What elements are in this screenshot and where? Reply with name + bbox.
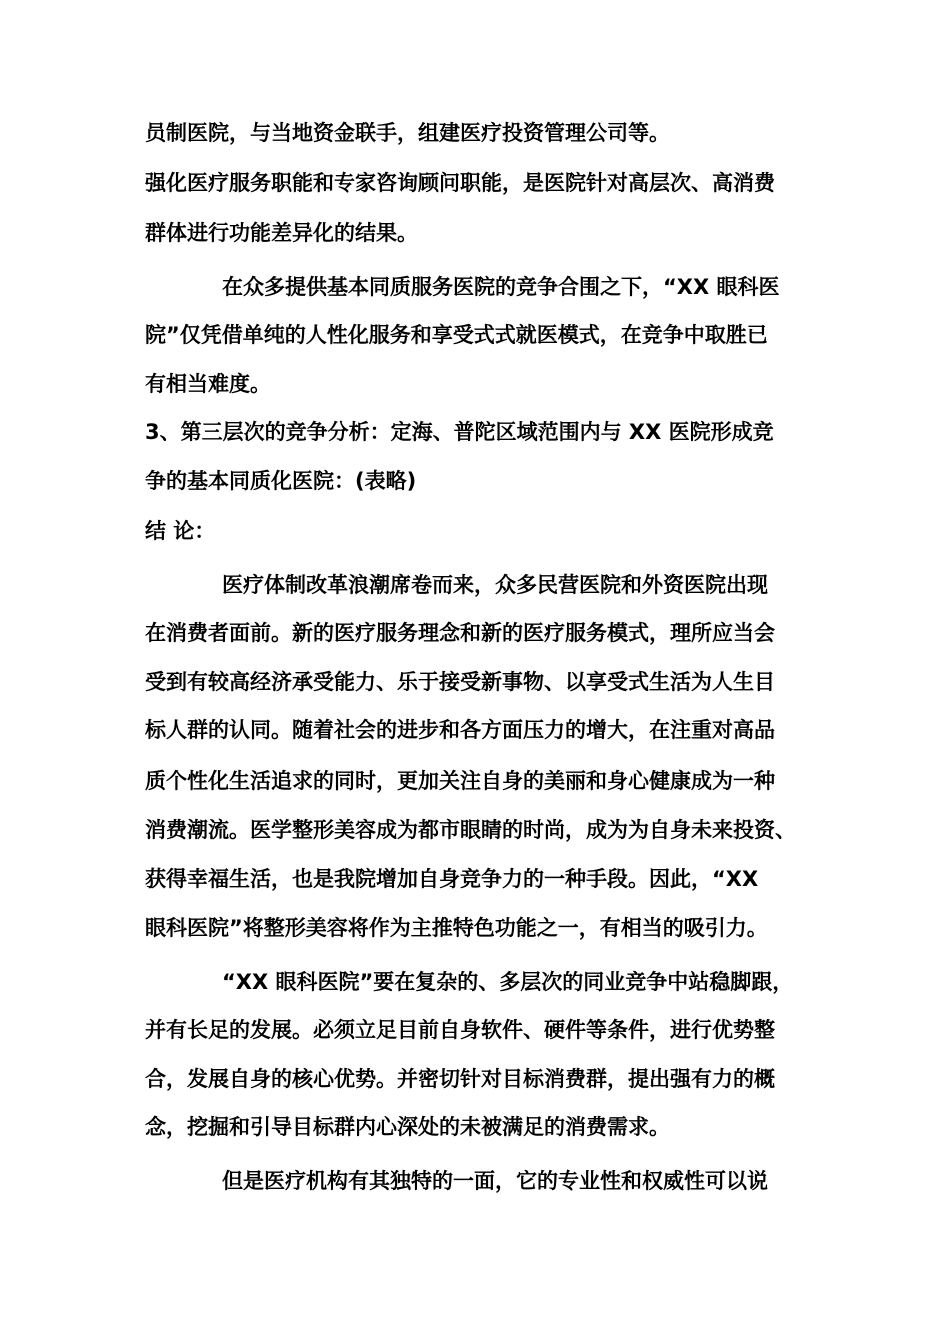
text-line: 质个性化生活追求的同时，更加关注自身的美丽和身心健康成为一种 [145, 769, 775, 793]
text-line: 群体进行功能差异化的结果。 [145, 221, 418, 245]
text-line: 院”仅凭借单纯的人性化服务和享受式式就医模式，在竞争中取胜已 [145, 323, 768, 347]
text-line: 医疗体制改革浪潮席卷而来，众多民营医院和外资医院出现 [222, 573, 768, 597]
text-line: 但是医疗机构有其独特的一面，它的专业性和权威性可以说 [222, 1169, 768, 1193]
text-line: 念，挖掘和引导目标群内心深处的未被满足的消费需求。 [145, 1115, 670, 1139]
text-line: 在消费者面前。新的医疗服务理念和新的医疗服务模式，理所应当会 [145, 621, 775, 645]
text-line: 标人群的认同。随着社会的进步和各方面压力的增大，在注重对高品 [145, 718, 775, 742]
text-line: 员制医院，与当地资金联手，组建医疗投资管理公司等。 [145, 121, 670, 145]
text-line: 在众多提供基本同质服务医院的竞争合围之下，“XX 眼科医 [222, 275, 780, 299]
text-line: 受到有较高经济承受能力、乐于接受新事物、以享受式生活为人生目 [145, 670, 775, 694]
text-line: 消费潮流。医学整形美容成为都市眼睛的时尚，成为为自身未来投资、 [145, 818, 796, 842]
conclusion-heading: 结 论： [145, 519, 216, 543]
text-line: 获得幸福生活，也是我院增加自身竞争力的一种手段。因此，“XX [145, 867, 759, 891]
section-heading: 3、第三层次的竞争分析：定海、普陀区域范围内与 XX 医院形成竞 [145, 420, 774, 444]
text-line: 合，发展自身的核心优势。并密切针对目标消费群，提出强有力的概 [145, 1067, 775, 1091]
text-line: 有相当难度。 [145, 372, 271, 396]
text-line: 并有长足的发展。必须立足目前自身软件、硬件等条件，进行优势整 [145, 1018, 775, 1042]
text-line: 强化医疗服务职能和专家咨询顾问职能，是医院针对高层次、高消费 [145, 171, 775, 195]
text-line: 争的基本同质化医院：(表略) [145, 469, 417, 493]
text-line: “XX 眼科医院”要在复杂的、多层次的同业竞争中站稳脚跟， [222, 970, 794, 994]
text-line: 眼科医院”将整形美容将作为主推特色功能之一，有相当的吸引力。 [145, 916, 768, 940]
